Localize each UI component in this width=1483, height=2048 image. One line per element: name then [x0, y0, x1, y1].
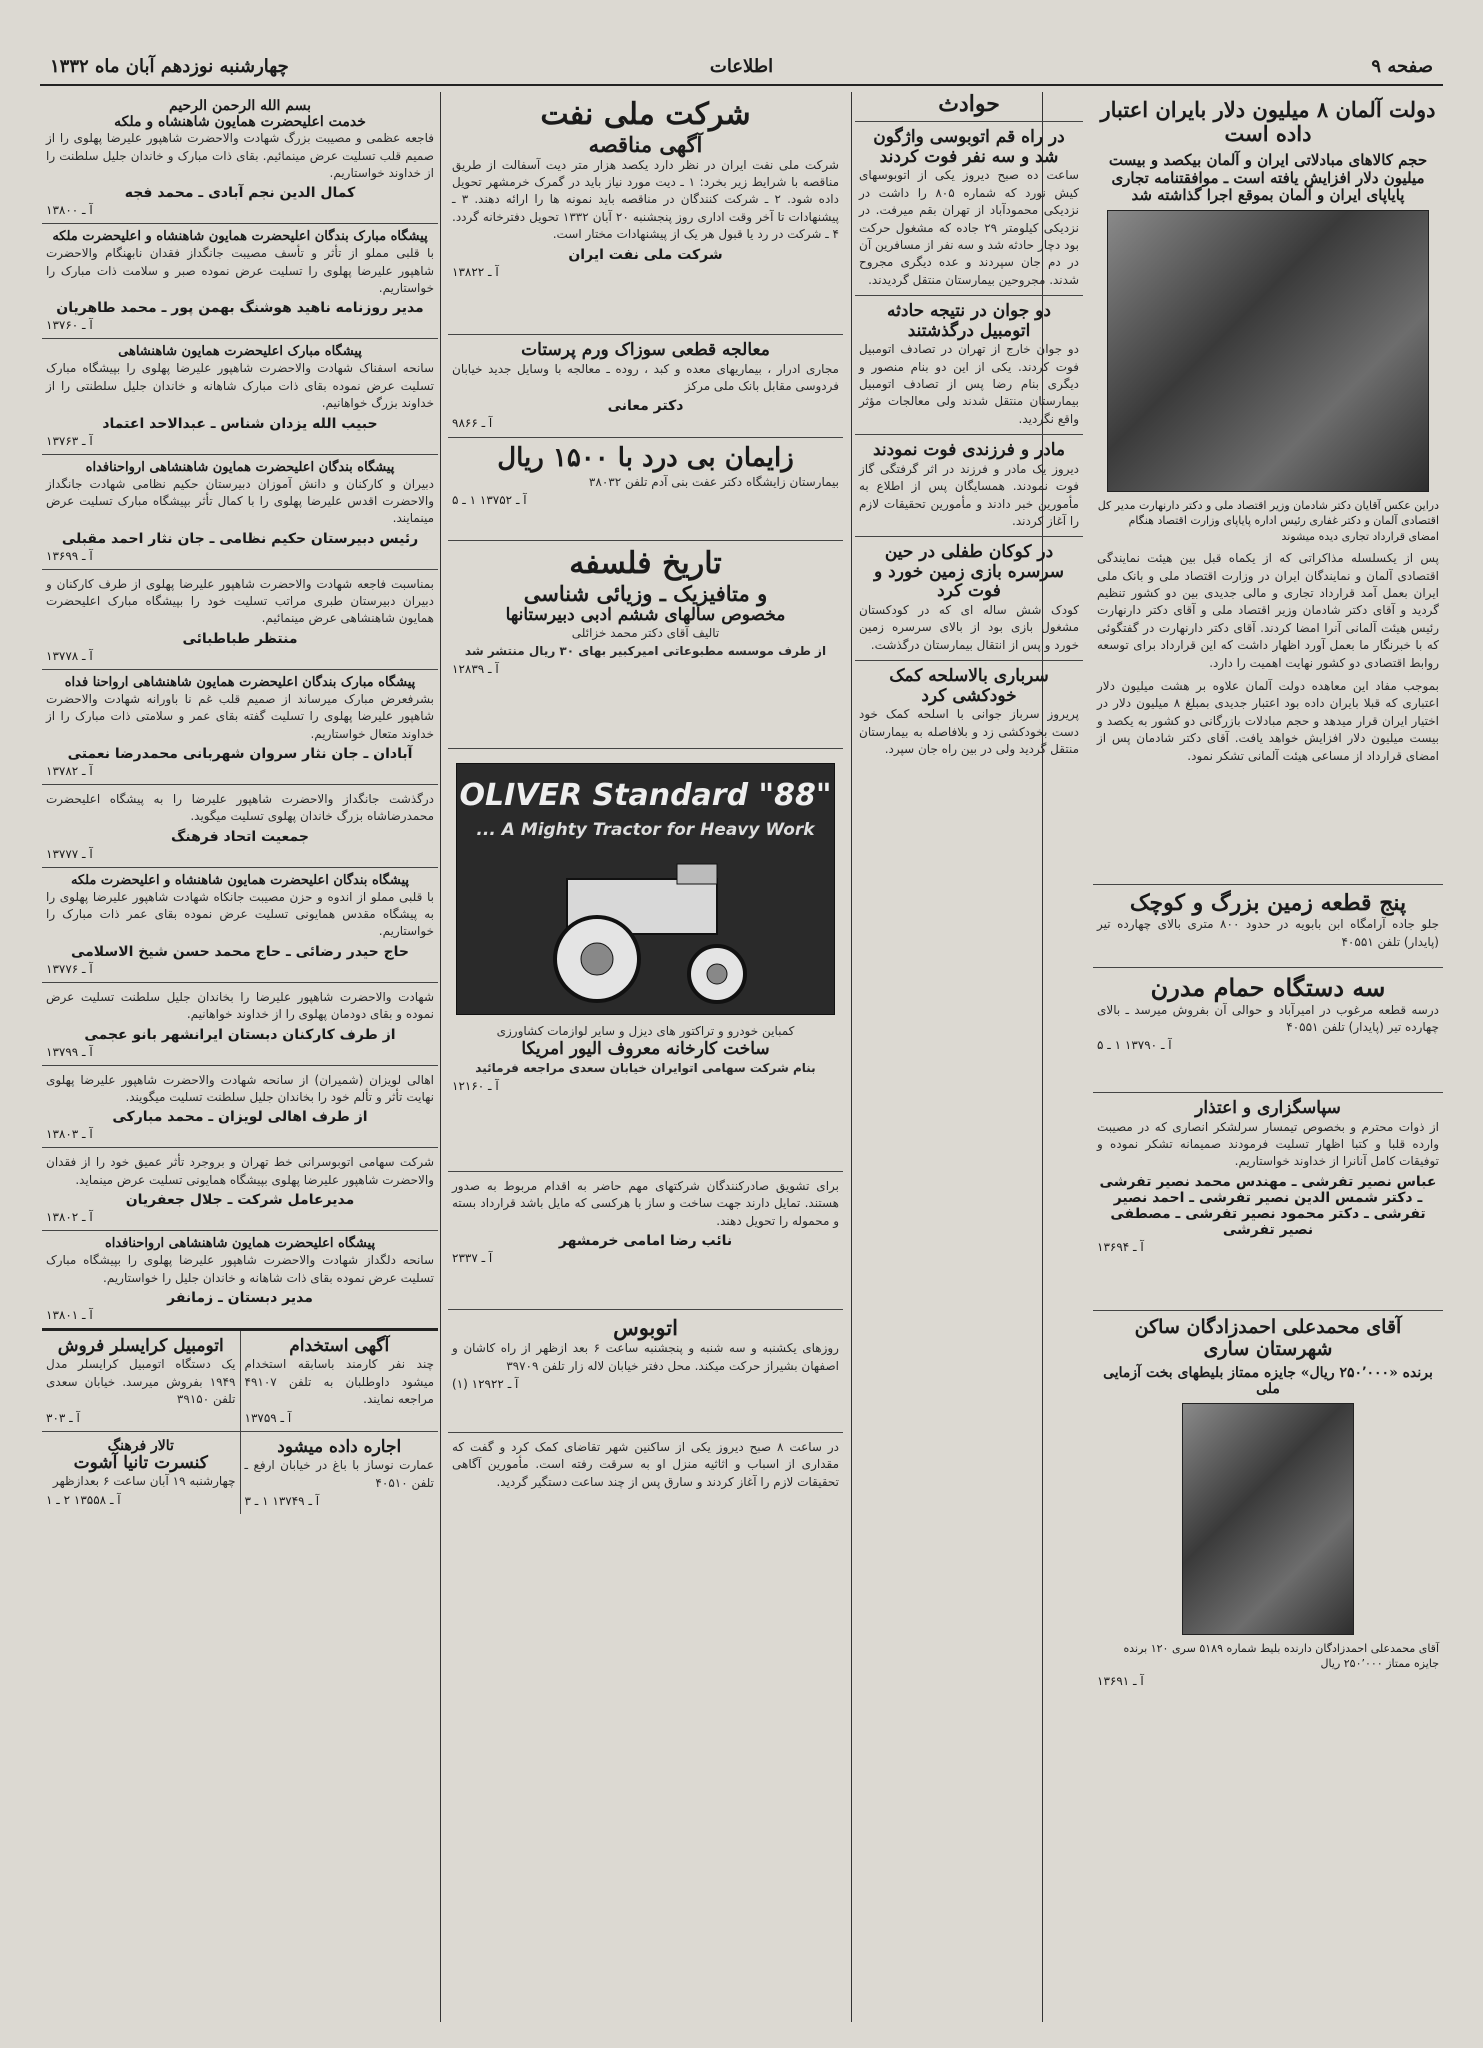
concert-code: آ ـ ۱۳۵۵۸ ۲ ـ ۱ [46, 1492, 121, 1507]
ad-text: جلو جاده آرامگاه ابن بابویه در حدود ۸۰۰ متری بالای چهارده تیر (پایدار) تلفن ۴۰۵۵۱ [1097, 917, 1439, 949]
rent-text: عمارت نوساز با باغ در خیابان ارفع ـ تلفن ۴۰۵۱۰ [244, 1458, 434, 1490]
tractor-maker: ساخت کارخانه معروف الیور امریکا [521, 1039, 770, 1060]
notice-text: سانحه دلگداز شهادت والاحضرت شاهپور علیرضا پهلوی را بپیشگاه مبارک تسلیت عرض نموده بقای ذات شاهانه و خاندان جلیل را خواستاریم. [46, 1253, 434, 1285]
rent-code: آ ـ ۱۳۷۴۹ ۱ ـ ۳ [244, 1493, 320, 1508]
column-divider [440, 92, 441, 2022]
notice-title: پیشگاه بندگان اعلیحضرت همایون شاهنشاه و اعلیحضرت ملکه [70, 872, 410, 888]
notice-code: آ ـ ۱۳۷۷۷ [46, 846, 93, 861]
notice-text: بشرفعرض مبارک میرساند از صمیم قلب غم نا باورانه شهادت والاحضرت شاهپور علیرضا پهلوی را تسلیت گفته بقای عمر و سلامتی ذات مبارک را از خداوند متعال خواستاریم. [46, 691, 434, 741]
notice-code: آ ـ ۱۳۸۰۳ [46, 1127, 93, 1142]
misc-text: در ساعت ۸ صبح دیروز یکی از ساکنین شهر تقاضای کمک کرد و گفت که مقداری از اسباب و اثاثیه منزل او به سرقت رفته است. مأمورین آگاهی تحقیقات لازم را آغاز کردند و سارق پس از چند ساعت دستگیر گردید. [452, 1440, 840, 1489]
column-incidents [855, 92, 1083, 2027]
notice-code: آ ـ ۱۳۷۷۸ [46, 648, 93, 663]
condolence-notice [42, 670, 438, 785]
ad-rent [241, 1432, 439, 1514]
lottery-prize: برنده «۲۵۰٬۰۰۰ ریال» جایزه ممتاز بلیطهای بخت آزمایی ملی [1103, 1364, 1433, 1397]
news-item [855, 537, 1083, 661]
notice-title: پیشگاه مبارک بندگان اعلیحضرت همایون شاهنشاهی ارواحنا فداه [64, 674, 416, 690]
photo-caption: دراین عکس آقایان دکتر شادمان وزیر اقتصاد ملی و دکتر دارنهارت مدیر کل اقتصادی آلمان و دکتر غفاری رئیس اداره پایاپای وزارت اقتصاد هنگام امضای قرارداد تجاری دیده میشوند [1097, 499, 1439, 543]
ad-code: آ ـ ۱۳۷۹۰ ۱ ـ ۵ [1097, 1038, 1172, 1053]
ad-car [42, 1331, 240, 1432]
notice-subtitle: خدمت اعلیحضرت همایون شاهنشاه و ملکه [114, 114, 366, 131]
news-text: دو جوان خارج از تهران در تصادف اتومبیل فوت کردند. یکی از این دو بنام منصور و دیگری بنام رضا پس از تصادف اتومبیل بیمارستان منتقل شدند ولی معالجات مؤثر واقع نگردید. [859, 342, 1079, 426]
article-lottery [1093, 1311, 1443, 1694]
book-author: تالیف آقای دکتر محمد خزائلی [571, 626, 720, 641]
notice-code: آ ـ ۱۳۷۶۳ [46, 433, 93, 448]
ad-text: درسه قطعه مرغوب در امیرآباد و حوالی آن بفروش میرسد ـ بالای چهارده تیر (پایدار) تلفن ۴۰۵۵۱ [1097, 1002, 1439, 1034]
photo-winner [1182, 1403, 1354, 1635]
condolence-notice [42, 339, 438, 454]
notice-code: آ ـ ۱۳۷۸۲ [46, 763, 93, 778]
ad-bath [1093, 968, 1443, 1093]
notice-signature: نائب رضا امامی خرمشهر [558, 1233, 733, 1250]
notice-code: آ ـ ۱۳۶۹۹ [46, 548, 93, 563]
news-title: در راه قم اتوبوسی واژگون شد و سه نفر فوت کردند [873, 127, 1065, 167]
column-condolences [42, 92, 438, 2027]
maternity-text: بیمارستان زایشگاه دکتر عفت بنی آدم تلفن ۳۸۰۳۲ [588, 474, 839, 489]
condolence-notice [42, 785, 438, 868]
notice-code: آ ـ ۱۳۷۹۹ [46, 1044, 93, 1059]
page-number: صفحه ۹ [1371, 56, 1433, 77]
small-ads-left [42, 1331, 240, 1514]
news-item [855, 661, 1083, 764]
notice-text: از ذوات محترم و بخصوص تیمسار سرلشکر انصاری که در مصیبت وارده قلبا و کتبا اظهار تسلیت فرمودند صمیمانه تشکر نموده و توفیقات کامل آنانرا از خداوند خواستاریم. [1097, 1119, 1439, 1169]
news-title: دو جوان در نتیجه حادثه اتومبیل درگذشتند [887, 301, 1051, 341]
car-title: اتومبیل کرایسلر فروش [57, 1335, 224, 1356]
article-body: پس از یکسلسله مذاکراتی که از یکماه قبل بین هیئت نمایندگی اقتصادی آلمان و نمایندگان ایران در وزارت اقتصاد ملی و بانک ملی ایران بعمل آمد قرارداد تجاری و مالی جدیدی بین دو کشور تنظیم گردید و آقای دکتر شادمان وزیر اقتصاد ملی و آقای دکتر دارنهارت رئیس هیئت آلمانی آنرا امضا کردند. آقای دکتر دارنهارت در گفتگوئی که با خبرنگار ما بعمل آورد اظهار داشت که این قرارداد برای توسعه روابط اقتصادی دو کشور نهایت اهمیت را دارد. [1097, 551, 1439, 670]
paper-name: اطلاعات [709, 56, 774, 77]
notice-text: بمناسبت فاجعه شهادت والاحضرت شاهپور علیرضا پهلوی از طرف کارکنان و دبیران دبیرستان طبری مراتب تسلیت خود را بپیشگاه مبارک اعلیحضرت همایون شاهنشاهی عرض مینمائیم. [46, 576, 434, 626]
tractor-icon [527, 859, 777, 1009]
ad-title: پنج قطعه زمین بزرگ و کوچک [1129, 890, 1407, 916]
headline: دولت آلمان ۸ میلیون دلار بایران اعتبار داده است [1100, 97, 1436, 147]
book-publisher: از طرف موسسه مطبوعاتی امیرکبیر بهای ۳۰ ریال منتشر شد [464, 643, 827, 658]
condolence-notice [42, 92, 438, 224]
notice-text: برای تشویق صادرکنندگان شرکتهای مهم حاضر به اقدام مربوط به صدور هستند. تمایل دارند جهت ساخت و ساز با هرکسی که مایل باشد قرارداد بسته و محموله را تحویل دهند. [452, 1179, 839, 1228]
notice-signature: از طرف اهالی لویزان ـ محمد مبارکی [112, 1109, 368, 1126]
notice-text: شرکت سهامی اتوبوسرانی خط تهران و بروجرد تأثر عمیق خود را از فقدان والاحضرت شاهپور علیرضا پهلوی بپیشگاه همایونی تسلیت عرض مینماید. [46, 1155, 434, 1187]
article-germany-loan [1093, 92, 1443, 885]
bus-text: روزهای یکشنبه و سه شنبه و پنجشنبه ساعت ۶ بعد ازظهر از راه کاشان و اصفهان بشیراز حرکت میکند. محل دفتر خیابان لاله زار تلفن ۳۹۷۰۹ [452, 1341, 839, 1373]
notice-thanks [1093, 1093, 1443, 1311]
tender-code: آ ـ ۱۳۸۲۲ [452, 264, 499, 279]
notice-title: پیشگاه بندگان اعلیحضرت همایون شاهنشاهی ارواحنافداه [85, 459, 395, 475]
notice-code: آ ـ ۱۳۶۹۴ [1097, 1239, 1144, 1254]
article-body: بموجب مفاد این معاهده دولت آلمان علاوه بر هشت میلیون دلار اعتباری که قبلا بایران داده بود اعتبار جدیدی بمبلغ ۸ میلیون دلار در اختیار ایران قرار میدهد و حجم مبادلات بازرگانی دو کشور به یکصد و بیست میلیون دلار افزایش خواهد یافت. آقای دکتر شادمان پس از امضای قرارداد از مساعی هیئت آلمانی تشکر نمود. [1097, 678, 1440, 763]
ad-oil-tender [448, 92, 843, 335]
condolence-notice [42, 570, 438, 670]
section-title: حوادث [855, 92, 1083, 122]
notice-signature: جمعیت اتحاد فرهنگ [171, 828, 309, 845]
car-code: آ ـ ۳۰۳ [46, 1410, 80, 1425]
lottery-code: آ ـ ۱۳۶۹۱ [1097, 1673, 1144, 1688]
notice-text: با قلبی مملو از اندوه و حزن مصیبت جانکاه شهادت شاهپور علیرضا پهلوی را به پیشگاه مقدس همایونی تسلیت عرض نموده بقای عمر ذات مبارک را خواستاریم. [46, 889, 434, 939]
maternity-title: زایمان بی درد با ۱۵۰۰ ریال [497, 443, 794, 473]
condolence-notice [42, 1231, 438, 1331]
news-item [855, 435, 1083, 537]
job-text: چند نفر کارمند باسابقه استخدام میشود داوطلبان به تلفن ۴۹۱۰۷ مراجعه نمایند. [244, 1357, 434, 1407]
condolence-notice [42, 868, 438, 983]
ad-title: سه دستگاه حمام مدرن [1150, 973, 1386, 1002]
ad-land [1093, 885, 1443, 968]
condolence-notice [42, 224, 438, 339]
rent-title: اجاره داده میشود [277, 1436, 402, 1457]
notice-title: پیشگاه اعلیحضرت همایون شاهنشاهی ارواحنافداه [104, 1236, 376, 1252]
tender-title: شرکت ملی نفت [540, 97, 751, 132]
issue-date: چهارشنبه نوزدهم آبان ماه ۱۳۳۲ [50, 56, 289, 77]
column-economy [1093, 92, 1443, 2027]
book-code: آ ـ ۱۲۸۳۹ [452, 661, 499, 676]
condolence-notice [42, 455, 438, 570]
news-misc [448, 1433, 843, 1497]
tender-signature: شرکت ملی نفت ایران [568, 246, 723, 263]
notice-code: آ ـ ۱۳۷۷۶ [46, 961, 93, 976]
tractor-brand: OLIVER Standard "88" [459, 778, 832, 813]
job-code: آ ـ ۱۳۷۵۹ [244, 1410, 292, 1425]
notice-signature: مدیر روزنامه ناهید هوشنگ بهمن پور ـ محمد طاهریان [56, 300, 424, 317]
notice-signature: عباس نصیر تفرشی ـ مهندس محمد نصیر تفرشی ـ دکتر شمس الدین نصیر تفرشی ـ احمد نصیر تفرشی ـ دکتر محمود نصیر تفرشی ـ مصطفی نصیر تفرشی [1099, 1173, 1437, 1238]
ad-book [448, 541, 843, 749]
news-text: کودک شش ساله ای که در کودکستان مشغول بازی بود از بالای سرسره زمین خورد و پس از انتقال بیمارستان درگذشت. [859, 602, 1079, 652]
notice-signature: کمال الدین نجم آبادی ـ محمد فجه [124, 185, 356, 202]
notice-code: آ ـ ۱۳۸۰۲ [46, 1210, 93, 1225]
notice-signature: از طرف کارکنان دبستان ایرانشهر بانو عجمی [84, 1026, 396, 1043]
lottery-title: آقای محمدعلی احمدزادگان ساکن [1134, 1316, 1402, 1338]
concert-text: چهارشنبه ۱۹ آبان ساعت ۶ بعدازظهر [52, 1474, 236, 1489]
news-item [855, 122, 1083, 296]
condolence-notice [42, 983, 438, 1066]
subheadline: حجم کالاهای مبادلاتی ایران و آلمان بیکصد و بیست میلیون دلار افزایش یافته است ـ موافقتنامه تجاری پایاپای ایران و آلمان بموقع اجرا گذاشته شد [1108, 151, 1428, 204]
book-subtitle-2: مخصوص سالهای ششم ادبی دبیرستانها [505, 604, 786, 625]
notice-text: اهالی لویزان (شمیران) از سانحه شهادت والاحضرت شاهپور علیرضا پهلوی نهایت تأثر و تألم خود را بخاندان جلیل سلطنت تسلیت میگویند. [46, 1072, 434, 1105]
concert-venue: تالار فرهنگ [107, 1437, 174, 1454]
news-title: سرباری بالاسلحه کمک خودکشی کرد [889, 666, 1049, 706]
notice-code: آ ـ ۱۳۸۰۱ [46, 1307, 93, 1322]
news-text: دیروز یک مادر و فرزند در اثر گرفتگی گاز فوت نمودند. همسایگان پس از اطلاع به مأمورین خبر دادند و مأمورین تحقیقات لازم را آغاز کردند. [859, 461, 1079, 528]
notice-text: درگذشت جانگداز والاحضرت شاهپور علیرضا را به پیشگاه اعلیحضرت محمدرضاشاه بزرگ خاندان پهلوی تسلیت میگوید. [46, 791, 434, 824]
column-ads-center [448, 92, 843, 2027]
job-title: آگهی استخدام [289, 1335, 390, 1356]
page-header [40, 54, 1443, 86]
tractor-dealer: بنام شرکت سهامی اتوایران خیابان سعدی مراجعه فرمائید [475, 1060, 816, 1075]
column-divider [851, 92, 852, 2022]
bus-code: آ ـ ۱۲۹۲۲ (۱) [452, 1376, 519, 1391]
notice-signature: مدیر دبستان ـ زمانفر [167, 1289, 313, 1306]
small-ads-right [240, 1331, 439, 1514]
notice-text: سانحه اسفناک شهادت والاحضرت شاهپور علیرضا پهلوی را بپیشگاه مبارک تسلیت عرض نموده بقای ذات مبارک شاهانه و خاندان جلیل سلطنتی را از خداوند بزرگ خواهانیم. [46, 361, 434, 411]
notice-code: آ ـ ۱۳۸۰۰ [46, 203, 93, 218]
notice-title: بسم الله الرحمن الرحیم [169, 98, 311, 114]
concert-title: کنسرت تانیا آشوت [73, 1452, 208, 1473]
notice-signature: آبادان ـ جان نثار سروان شهربانی محمدرضا نعمتی [67, 745, 413, 762]
tractor-code: آ ـ ۱۲۱۶۰ [452, 1079, 499, 1094]
clinic-title: معالجه قطعی سوزاک ورم پرستات [521, 340, 770, 360]
notice-text: شهادت والاحضرت شاهپور علیرضا را بخاندان جلیل سلطنت تسلیت عرض نموده و بقای دودمان پهلوی را از خداوند خواهانیم. [46, 989, 434, 1022]
notice-text: دبیران و کارکنان و دانش آموزان دبیرستان حکیم نظامی شهادت جانگداز والاحضرت اقدس علیرضا پهلوی را با کمال تأثر بپیشگاه مبارک تسلیت عرض مینمایند. [46, 476, 434, 526]
notice-title: پیشگاه مبارک اعلیحضرت همایون شاهنشاهی [118, 344, 362, 360]
notice-title: سپاسگزاری و اعتذار [1195, 1098, 1341, 1118]
ad-clinic [448, 335, 843, 438]
photo-signing [1107, 210, 1429, 492]
ad-maternity [448, 438, 843, 541]
news-title: مادر و فرزندی فوت نمودند [872, 440, 1066, 461]
notice-title: پیشگاه مبارک بندگان اعلیحضرت همایون شاهنشاه و اعلیحضرت ملکه [52, 229, 428, 245]
small-ads-grid [42, 1331, 438, 1514]
clinic-signature: دکتر معانی [607, 398, 684, 415]
tractor-tagline: ... A Mighty Tractor for Heavy Work [476, 820, 815, 840]
lottery-subtitle: شهرستان ساری [1203, 1337, 1333, 1360]
news-text: ساعت ده صبح دیروز یکی از اتوبوسهای کیش نورد که شماره ۸۰۵ را داشت در نزدیکی محمودآباد از تهران بقم میرفت. در نزدیکی کیلومتر ۲۹ جاده که مشغول حرکت بود دچار حادثه شد و سه نفر از مسافرین آن در دم جان سپردند و عده دیگری مجروح شدند. مجروحین بیمارستان منتقل گردیدند. [859, 168, 1080, 287]
condolence-notice [42, 1148, 438, 1231]
notice-text: فاجعه عظمی و مصیبت بزرگ شهادت والاحضرت شاهپور علیرضا پهلوی را از صمیم قلب تسلیت عرض مینمائیم. بقای ذات مبارک و خاندان جلیل سلطنت را از خداوند خواستاریم. [46, 131, 434, 180]
notice-code: آ ـ ۲۳۳۷ [452, 1251, 493, 1266]
notice-signature: حبیب الله یزدان شناس ـ عبدالاحد اعتماد [102, 415, 378, 432]
ad-tractor [448, 749, 843, 1172]
book-subtitle: و متافیزیک ـ وزیائی شناسی [523, 580, 768, 606]
tractor-text: کمباین خودرو و تراکتور های دیزل و سایر لوازمات کشاورزی [496, 1024, 795, 1038]
notice-signature: حاج حیدر رضائی ـ حاج محمد حسن شیخ الاسلامی [70, 943, 410, 960]
maternity-code: آ ـ ۱۳۷۵۲ ۱ ـ ۵ [452, 493, 527, 508]
news-title: در کوکان طفلی در حین سرسره بازی زمین خورد و فوت کرد [874, 542, 1064, 602]
news-text: پریروز سرباز جوانی با اسلحه کمک خود دست بخودکشی زد و بلافاصله به بیمارستان منتقل گردید ولی در بین راه جان سپرد. [859, 707, 1079, 756]
notice-signature: رئیس دبیرستان حکیم نظامی ـ جان نثار احمد مقبلی [61, 530, 419, 547]
bus-title: اتوبوس [613, 1315, 678, 1340]
notice-signature: مدیرعامل شرکت ـ جلال جعفریان [125, 1192, 355, 1209]
notice-signature: منتظر طباطبائی [182, 630, 298, 647]
ad-job [241, 1331, 439, 1432]
lottery-caption: آقای محمدعلی احمدزادگان دارنده بلیط شماره ۵۱۸۹ سری ۱۲۰ برنده جایزه ممتاز ۲۵۰٬۰۰۰ ریال [1123, 1641, 1439, 1671]
ad-bus [448, 1310, 843, 1433]
clinic-text: مجاری ادرار ، بیماریهای معده و کبد ، روده ـ معالجه با وسایل جدید خیابان فردوسی مقابل بانک ملی مرکز [452, 361, 839, 393]
tender-subtitle: آگهی مناقصه [588, 131, 703, 157]
tractor-illustration [456, 763, 835, 1015]
car-text: یک دستگاه اتومبیل کرایسلر مدل ۱۹۴۹ بفروش میرسد. خیابان سعدی تلفن ۳۹۱۵۰ [46, 1357, 236, 1407]
clinic-code: آ ـ ۹۸۶۶ [452, 416, 493, 431]
tender-text: شرکت ملی نفت ایران در نظر دارد یکصد هزار متر دیت آسفالت از طریق مناقصه با شرایط زیر بخرد: ۱ ـ دیت مورد نیاز باید در گمرک خرمشهر تحویل داده شود. ۲ ـ شرکت کنندگان در مناقصه باید نمونه ها را ارائه دهند. ۳ ـ پیشنهادات تا آخر وقت اداری روز پنجشنبه ۲۰ آبان ۱۳۳۲ تحویل دفترخانه گردد. ۴ ـ شرکت در رد یا قبول هر یک از پیشنهادات مختار است. [452, 157, 839, 242]
news-item [855, 296, 1083, 435]
notice-text: با قلبی مملو از تأثر و تأسف مصیبت جانگداز فقدان نابهنگام والاحضرت شاهپور علیرضا پهلوی را تسلیت عرض نموده صبر و سلامت ذات مبارک را خواستاریم. [46, 246, 434, 296]
ad-concert [42, 1432, 240, 1513]
book-title: تاریخ فلسفه [569, 546, 722, 581]
condolence-notice [42, 1066, 438, 1149]
notice-export [448, 1172, 843, 1310]
notice-code: آ ـ ۱۳۷۶۰ [46, 318, 93, 333]
